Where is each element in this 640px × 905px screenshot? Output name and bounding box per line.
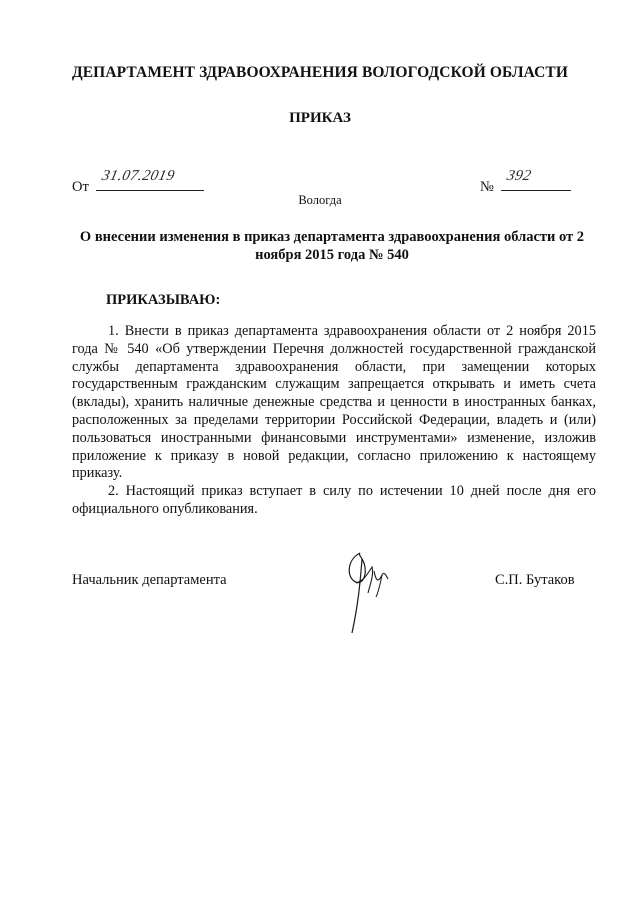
signatory-role: Начальник департамента — [72, 572, 227, 588]
handwritten-date: 31.07.2019 — [100, 168, 177, 184]
signatory-name: С.П. Бутаков — [495, 572, 575, 588]
number-field — [501, 168, 571, 191]
paragraph-1: 1. Внести в приказ департамента здравоохранения области от 2 ноября 2015 года № 540 «Об утверждении Перечня должностей государственной гражданской службы департамента здравоохранения области, при замещении которых государственным гражданским служащим запрещается открывать и иметь счета (вклады), хранить наличные денежные средства и ценности в иностранных банках, расположенных за пределами территории Российской Федерации, владеть и (или) пользоваться иностранными финансовыми инструментами» изменение, изложив приложение к приказу в новой редакции, согласно приложению к настоящему приказу. — [72, 323, 596, 482]
document-body — [72, 323, 596, 519]
document-type-title: ПРИКАЗ — [289, 110, 351, 126]
date-prefix: От — [72, 179, 89, 195]
number-prefix: № — [480, 179, 494, 195]
handwritten-number: 392 — [505, 168, 534, 184]
document-subject: О внесении изменения в приказ департамента здравоохранения области от 2 ноября 2015 года № 540 — [79, 229, 585, 263]
date-field — [96, 168, 204, 191]
city-label: Вологда — [298, 193, 342, 207]
orders-heading: ПРИКАЗЫВАЮ: — [106, 292, 221, 308]
paragraph-2: 2. Настоящий приказ вступает в силу по истечении 10 дней после дня его официального опубликования. — [72, 483, 596, 517]
department-title: ДЕПАРТАМЕНТ ЗДРАВООХРАНЕНИЯ ВОЛОГОДСКОЙ ОБЛАСТИ — [71, 64, 569, 81]
handwritten-signature — [338, 545, 398, 637]
